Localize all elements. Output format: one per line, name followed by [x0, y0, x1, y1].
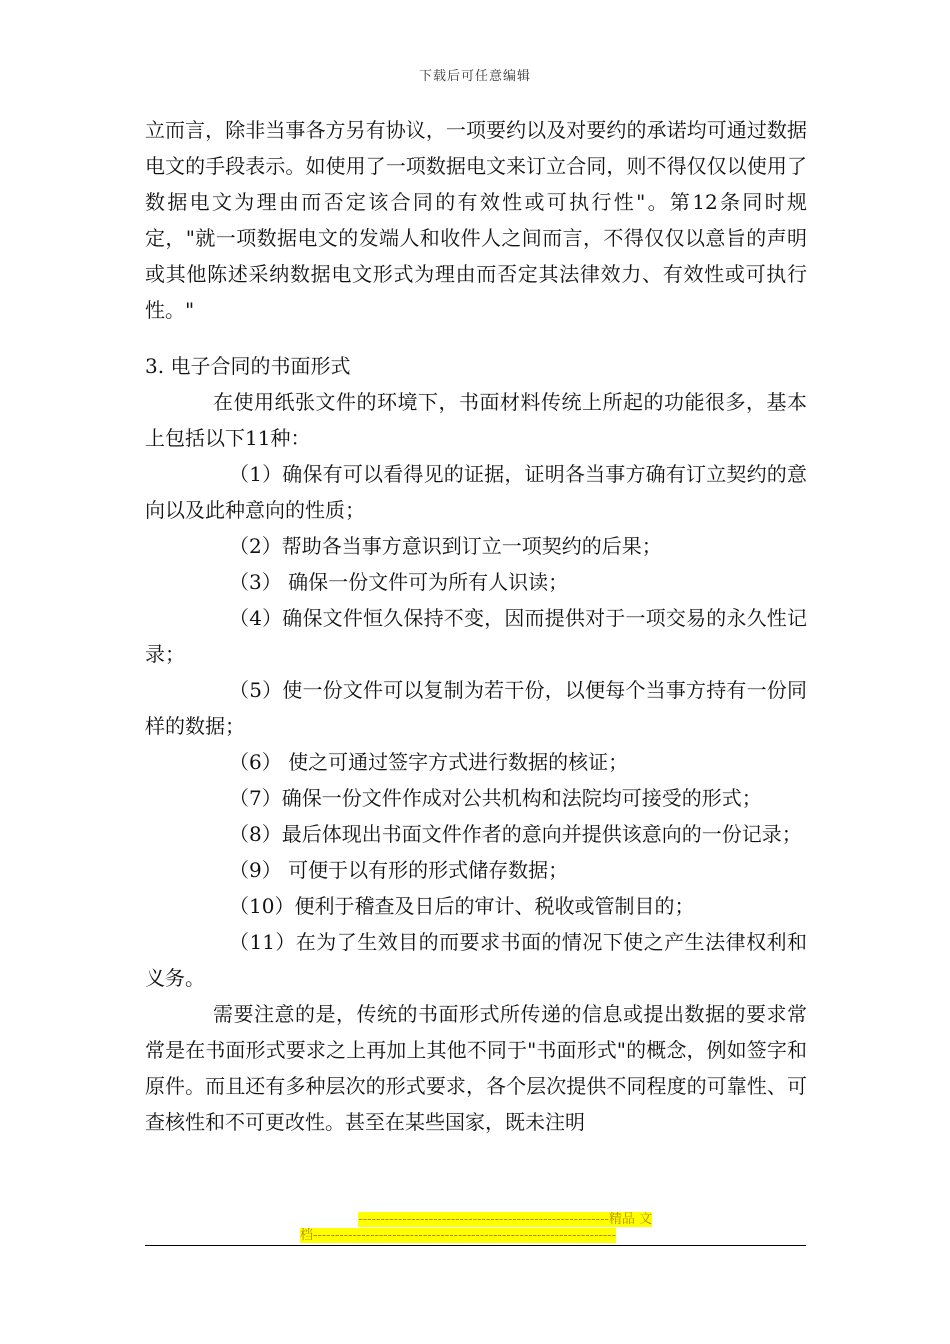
intro-paragraph: 立而言，除非当事各方另有协议，一项要约以及对要约的承诺均可通过数据电文的手段表示。如使用了一项数据电文来订立合同，则不得仅仅以使用了数据电文为理由而否定该合同的有效性或可执行性"。第12条同时规定，"就一项数据电文的发端人和收件人之间而言，不得仅仅以意旨的声明或其他陈述采纳数据电文形式为理由而否定其法律效力、有效性或可执行性。"	[145, 118, 807, 322]
list-item: （9） 可便于以有形的形式储存数据；	[229, 858, 569, 882]
list-item: （4）确保文件恒久保持不变，因而提供对于一项交易的永久性记录；	[145, 606, 807, 666]
footer-divider	[145, 1245, 806, 1246]
closing-paragraph: 需要注意的是，传统的书面形式所传递的信息或提出数据的要求常常是在书面形式要求之上再加上其他不同于"书面形式"的概念，例如签字和原件。而且还有多种层次的形式要求，各个层次提供不同程度的可靠性、可查核性和不可更改性。甚至在某些国家，既未注明	[145, 1002, 807, 1134]
footer-line-2-text: 档---------------------------------------------------------------------	[300, 1228, 617, 1243]
list-item: （7）确保一份文件作成对公共机构和法院均可接受的形式；	[229, 786, 762, 810]
footer-line-2	[300, 1228, 652, 1244]
list-item: （11）在为了生效目的而要求书面的情况下使之产生法律权利和义务。	[145, 930, 807, 990]
footer-line-1-text: ---------------------------------------------------------精品 文	[358, 1212, 652, 1227]
list-item: （2）帮助各当事方意识到订立一项契约的后果；	[229, 534, 662, 558]
list-item: （10）便利于稽查及日后的审计、税收或管制目的；	[229, 894, 695, 918]
list-item: （1）确保有可以看得见的证据，证明各当事方确有订立契约的意向以及此种意向的性质；	[145, 462, 807, 522]
list-item: （6） 使之可通过签字方式进行数据的核证；	[229, 750, 629, 774]
page-header: 下载后可任意编辑	[418, 69, 531, 84]
footer-watermark	[300, 1212, 652, 1244]
footer-line-1	[300, 1212, 652, 1228]
list-item: （3） 确保一份文件可为所有人识读；	[229, 570, 569, 594]
list-item: （8）最后体现出书面文件作者的意向并提供该意向的一份记录；	[229, 822, 802, 846]
list-item: （5）使一份文件可以复制为若干份，以便每个当事方持有一份同样的数据；	[145, 678, 807, 738]
functions-intro-paragraph: 在使用纸张文件的环境下，书面材料传统上所起的功能很多，基本上包括以下11种：	[145, 390, 807, 450]
section-heading: 3. 电子合同的书面形式	[145, 354, 351, 378]
document-body	[145, 112, 807, 1140]
